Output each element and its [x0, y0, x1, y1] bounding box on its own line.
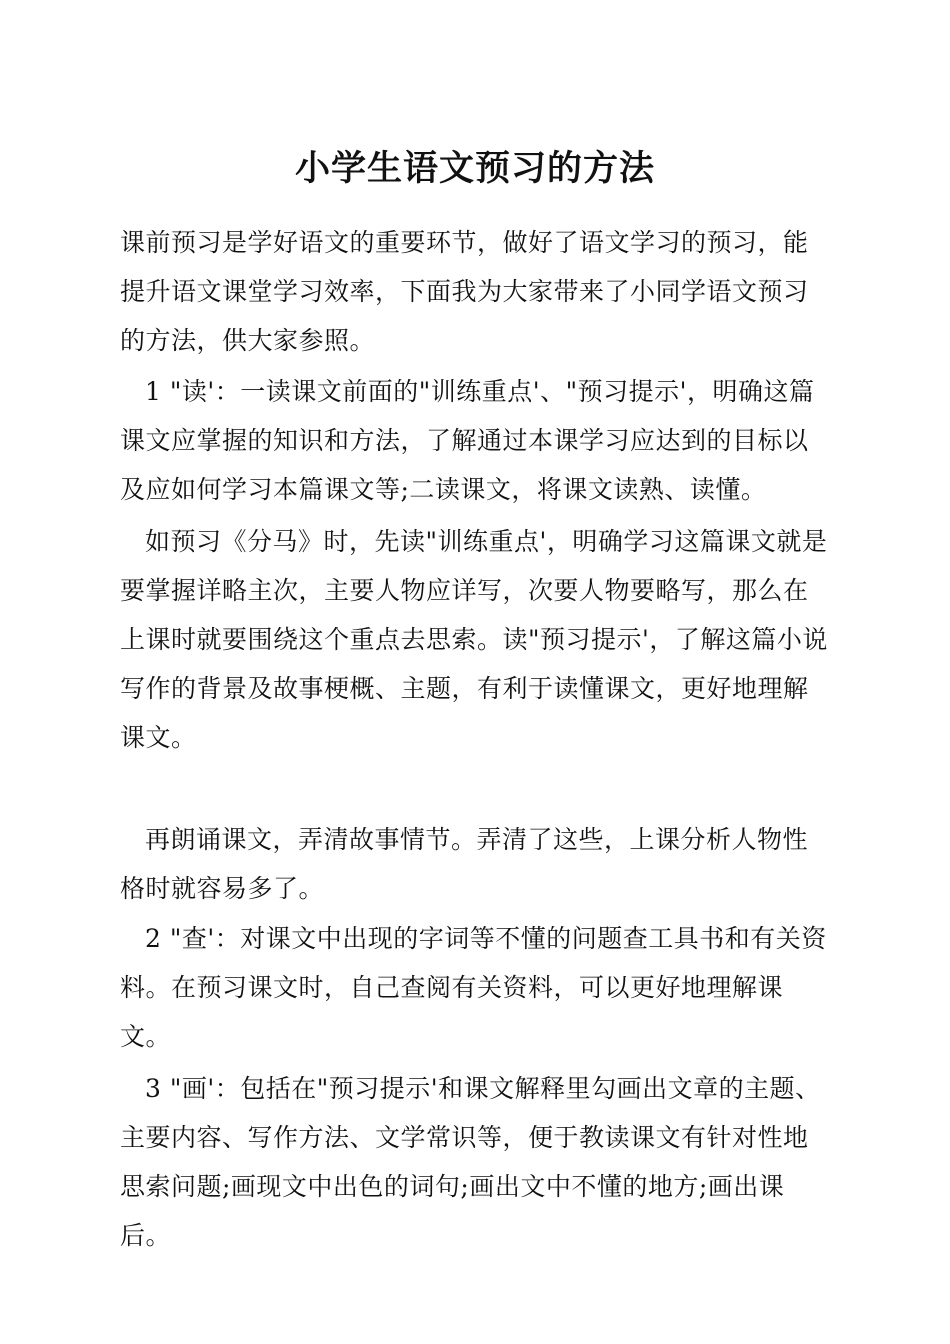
paragraph-intro: 课前预习是学好语文的重要环节，做好了语文学习的预习，能提升语文课堂学习效率，下面我为大家带来了小同学语文预习的方法，供大家参照。: [120, 228, 809, 355]
paragraph-example: 如预习《分马》时，先读"训练重点'，明确学习这篇课文就是要掌握详略主次，主要人物应详写，次要人物要略写，那么在上课时就要围绕这个重点去思索。读"预习提示'，了解这篇小说写作的背景及故事梗概、主题，有利于读懂课文，更好地理解课文。: [120, 527, 828, 752]
page-title: 小学生语文预习的方法: [294, 148, 655, 189]
paragraph-step-draw: 3 "画'：包括在"预习提示'和课文解释里勾画出文章的主题、主要内容、写作方法、文学常识等，便于教读课文有针对性地思索问题;画现文中出色的词句;画出文中不懂的地方;画出课后。: [120, 1074, 821, 1250]
paragraph-step-read: 1 "读'：一读课文前面的"训练重点'、"预习提示'，明确这篇课文应掌握的知识和方法，了解通过本课学习应达到的目标以及应如何学习本篇课文等;二读课文，将课文读熟、读懂。: [120, 377, 815, 504]
paragraph-recite: 再朗诵课文，弄清故事情节。弄清了这些，上课分析人物性格时就容易多了。: [120, 825, 809, 903]
paragraph-step-check: 2 "查'：对课文中出现的字词等不懂的问题查工具书和有关资料。在预习课文时，自己查阅有关资料，可以更好地理解课文。: [120, 924, 827, 1051]
